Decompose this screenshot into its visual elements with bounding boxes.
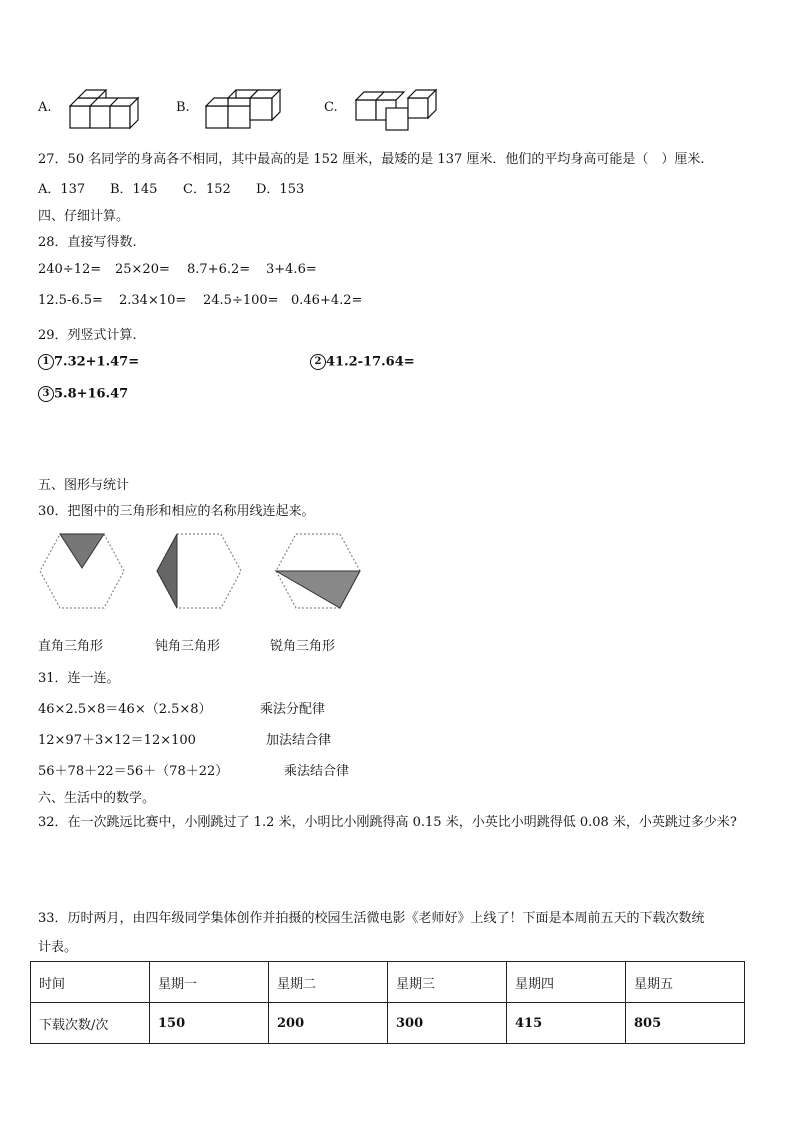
question-29-title: 29．列竖式计算. — [38, 328, 137, 343]
vertical-calc-1-text: 7.32+1.47= — [54, 354, 140, 370]
q27-option-c: C．152 — [183, 182, 231, 197]
law-3: 乘法结合律 — [284, 764, 350, 779]
table-cell: 805 — [626, 1003, 745, 1044]
hexagon-right-triangle — [38, 532, 126, 610]
calc-2: 25×20= — [115, 262, 170, 277]
equation-3: 56＋78＋22＝56＋（78＋22） — [38, 764, 229, 779]
option-b-label: B. — [176, 100, 190, 115]
calc-3: 8.7+6.2= — [187, 262, 251, 277]
table-cell: 300 — [388, 1003, 507, 1044]
question-33-text-cont: 计表。 — [38, 940, 78, 955]
triangle-name-acute: 锐角三角形 — [270, 639, 336, 654]
table-header-cell: 星期三 — [388, 962, 507, 1003]
hexagon-acute-triangle — [274, 532, 362, 610]
circled-number-3: 3 — [38, 386, 54, 402]
q27-option-a: A．137 — [38, 182, 86, 197]
circled-number-2: 2 — [310, 354, 326, 370]
question-28-title: 28．直接写得数. — [38, 235, 137, 250]
hexagon-obtuse-triangle — [155, 532, 243, 610]
law-2: 加法结合律 — [266, 733, 332, 748]
table-cell: 150 — [150, 1003, 269, 1044]
question-27-text: 27．50 名同学的身高各不相同，其中最高的是 152 厘米，最矮的是 137 厘米．他们的平均身高可能是（ ）厘米. — [38, 152, 705, 167]
q27-option-b: B．145 — [110, 182, 158, 197]
circled-number-1: 1 — [38, 354, 54, 370]
calc-5: 12.5-6.5= — [38, 293, 103, 308]
table-row — [31, 1003, 745, 1044]
calc-7: 24.5÷100= — [203, 293, 279, 308]
download-table — [30, 961, 745, 1044]
option-c-label: C. — [324, 100, 338, 115]
table-header-cell: 星期五 — [626, 962, 745, 1003]
calc-8: 0.46+4.2= — [291, 293, 363, 308]
vertical-calc-2 — [310, 354, 415, 370]
table-row-label: 下载次数/次 — [31, 1003, 150, 1044]
calc-4: 3+4.6= — [266, 262, 317, 277]
question-33-text: 33．历时两月，由四年级同学集体创作并拍摄的校园生活微电影《老师好》上线了！下面是本周前五天的下载次数统 — [38, 911, 705, 926]
vertical-calc-3 — [38, 386, 128, 402]
cube-figure-b — [204, 86, 294, 132]
q27-option-d: D．153 — [256, 182, 305, 197]
vertical-calc-2-text: 41.2-17.64= — [326, 354, 415, 370]
section-6-heading: 六、生活中的数学。 — [38, 791, 156, 806]
section-4-heading: 四、仔细计算。 — [38, 209, 130, 224]
question-30-title: 30．把图中的三角形和相应的名称用线连起来。 — [38, 504, 315, 519]
law-1: 乘法分配律 — [260, 702, 326, 717]
vertical-calc-3-text: 5.8+16.47 — [54, 386, 129, 402]
cube-figure-a — [68, 92, 148, 134]
table-header-cell: 星期一 — [150, 962, 269, 1003]
vertical-calc-1 — [38, 354, 139, 370]
cube-figure-c — [354, 88, 436, 134]
equation-1: 46×2.5×8＝46×（2.5×8） — [38, 702, 212, 717]
table-cell: 415 — [507, 1003, 626, 1044]
table-row — [31, 962, 745, 1003]
table-header-cell: 星期二 — [269, 962, 388, 1003]
question-31-title: 31．连一连。 — [38, 671, 120, 686]
table-header-cell: 时间 — [31, 962, 150, 1003]
question-32-text: 32．在一次跳远比赛中，小刚跳过了 1.2 米，小明比小刚跳得高 0.15 米，小英比小明跳得低 0.08 米，小英跳过多少米? — [38, 815, 737, 830]
option-a-label: A. — [38, 100, 52, 115]
table-cell: 200 — [269, 1003, 388, 1044]
calc-6: 2.34×10= — [119, 293, 187, 308]
table-header-cell: 星期四 — [507, 962, 626, 1003]
calc-1: 240÷12= — [38, 262, 102, 277]
triangle-name-right: 直角三角形 — [38, 639, 104, 654]
equation-2: 12×97＋3×12＝12×100 — [38, 733, 196, 748]
triangle-name-obtuse: 钝角三角形 — [155, 639, 221, 654]
section-5-heading: 五、图形与统计 — [38, 478, 130, 493]
